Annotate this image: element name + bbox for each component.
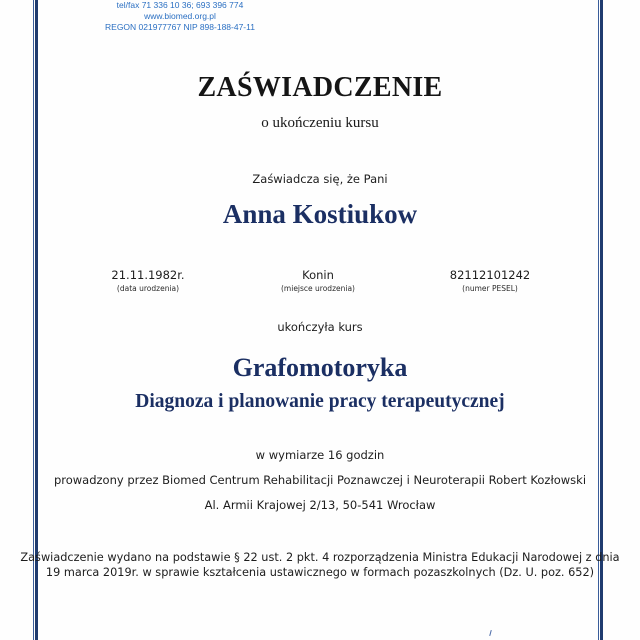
certifies-text: Zaświadcza się, że Pani <box>252 172 388 186</box>
course-organizer: prowadzony przez Biomed Centrum Rehabilitacji Poznawczej i Neuroterapii Robert Kozłowski <box>53 473 587 487</box>
certificate-title: ZAŚWIADCZENIE <box>197 72 443 103</box>
certificate-subtitle: o ukończeniu kursu <box>261 115 379 131</box>
website-link[interactable]: www.biomed.org.pl <box>144 11 216 21</box>
signature-mark <box>489 630 492 636</box>
course-subtitle: Diagnoza i planowanie pracy terapeutycznej <box>135 391 505 412</box>
birth-place-value: Konin <box>302 268 334 282</box>
birth-date-value: 21.11.1982r. <box>111 268 185 282</box>
legal-basis <box>0 550 640 580</box>
birth-date-label: (data urodzenia) <box>116 284 180 293</box>
registry-numbers: REGON 021977767 NIP 898-188-47-11 <box>105 22 255 32</box>
birth-place-label: (miejsce urodzenia) <box>281 284 355 293</box>
legal-basis-line-2: 19 marca 2019r. w sprawie kształcenia ustawicznego w formach pozaszkolnych (Dz. U. poz. 652) <box>45 566 595 579</box>
personal-details <box>0 268 640 308</box>
course-hours: w wymiarze 16 godzin <box>255 448 385 462</box>
course-title: Grafomotoryka <box>232 353 408 382</box>
birth-date <box>58 268 238 295</box>
organizer-address: Al. Armii Krajowej 2/13, 50-541 Wrocław <box>204 498 436 512</box>
birth-place <box>228 268 408 295</box>
contact-phone-line: tel/fax 71 336 10 36; 693 396 774 <box>116 0 244 10</box>
completed-text: ukończyła kurs <box>277 320 363 334</box>
pesel-value: 82112101242 <box>449 268 531 282</box>
pesel-number <box>400 268 580 295</box>
pesel-label: (numer PESEL) <box>462 284 518 293</box>
recipient-name: Anna Kostiukow <box>222 199 418 229</box>
legal-basis-line-1: Zaświadczenie wydano na podstawie § 22 ust. 2 pkt. 4 rozporządzenia Ministra Edukacji Narodowej z dnia <box>20 551 620 564</box>
organization-header <box>60 0 300 33</box>
